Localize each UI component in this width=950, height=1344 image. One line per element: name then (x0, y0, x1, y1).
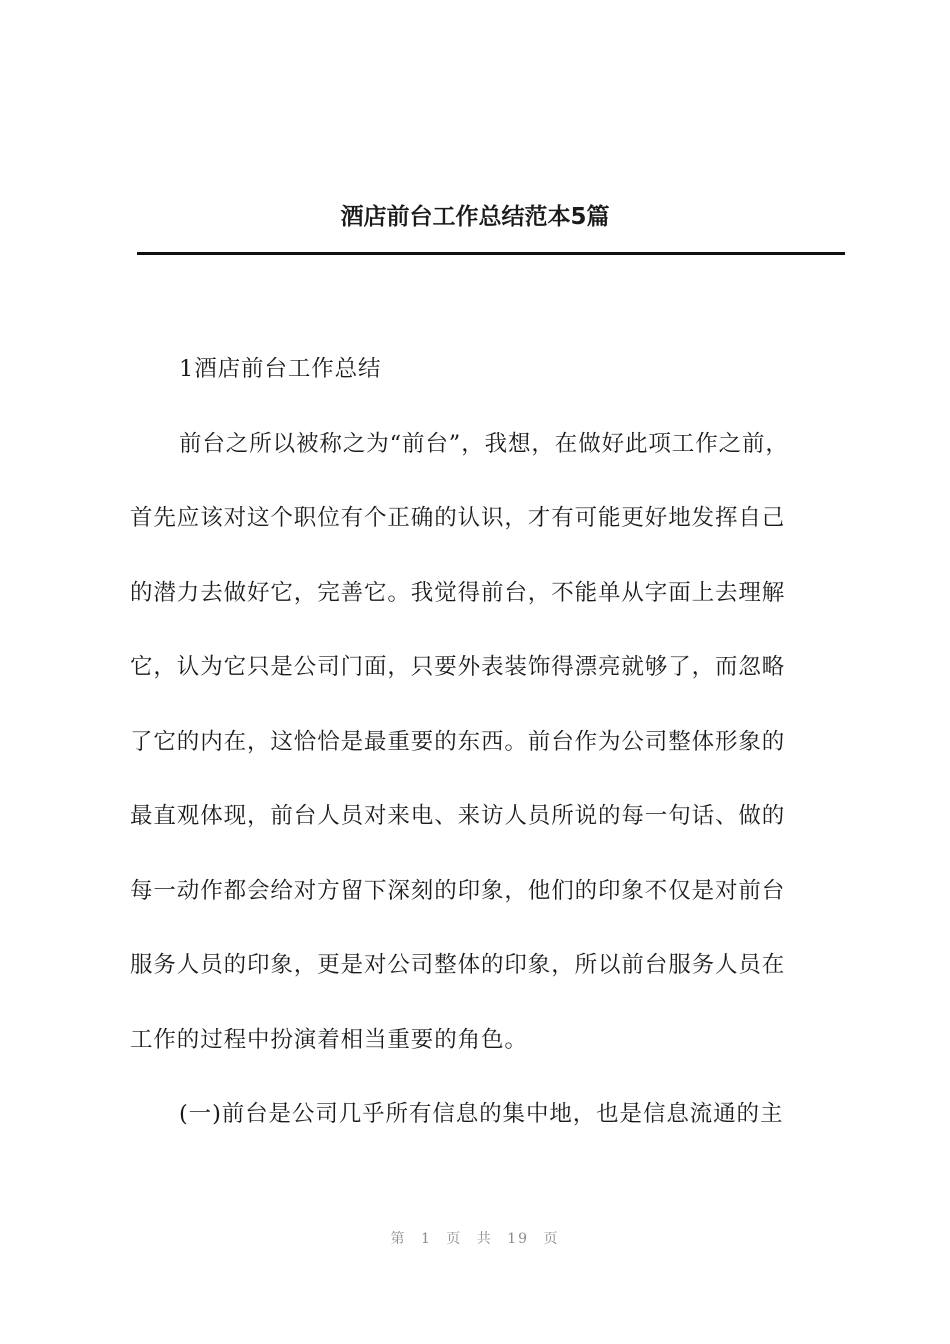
paragraph-line: (一)前台是公司几乎所有信息的集中地，也是信息流通的主 (179, 1101, 784, 1127)
paragraph-line: 工作的过程中扮演着相当重要的角色。 (130, 1026, 528, 1053)
title-divider (137, 252, 845, 255)
paragraph-line: 了它的内在，这恰恰是最重要的东西。前台作为公司整体形象的 (130, 728, 786, 755)
document-title: 酒店前台工作总结范本5篇 (340, 204, 610, 230)
document-body (130, 343, 842, 1163)
paragraph-line: 的潜力去做好它，完善它。我觉得前台，不能单从字面上去理解 (130, 579, 786, 606)
paragraph-line: 前台之所以被称之为“前台”，我想，在做好此项工作之前， (179, 430, 789, 457)
paragraph-line: 每一动作都会给对方留下深刻的印象，他们的印象不仅是对前台 (130, 877, 786, 904)
paragraph-line: 服务人员的印象，更是对公司整体的印象，所以前台服务人员在 (130, 952, 786, 978)
page-number-footer: 第 1 页 共 19 页 (390, 1231, 560, 1247)
section-heading: 1酒店前台工作总结 (179, 356, 382, 382)
paragraph-line: 它，认为它只是公司门面，只要外表装饰得漂亮就够了，而忽略 (130, 654, 786, 680)
paragraph-line: 最直观体现，前台人员对来电、来访人员所说的每一句话、做的 (130, 803, 786, 829)
paragraph-line: 首先应该对这个职位有个正确的认识，才有可能更好地发挥自己 (130, 505, 786, 531)
